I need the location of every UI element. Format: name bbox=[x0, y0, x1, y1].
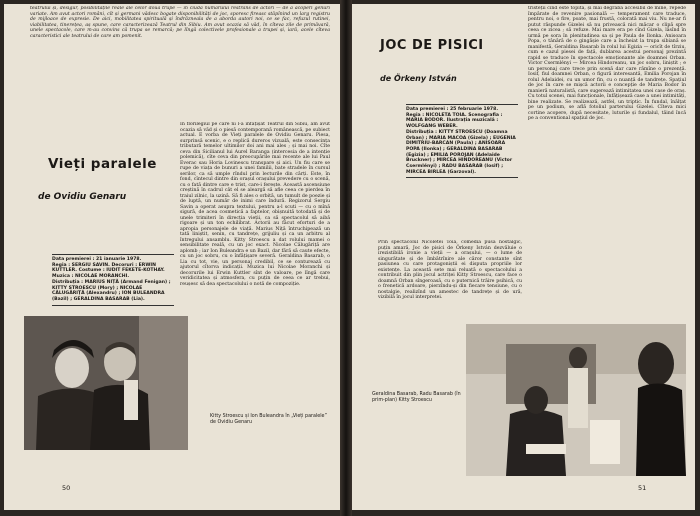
credits-line: Regia : NICOLETA TOIA. Scenografia : MARIA BODOR. Ilustrația muzicală : WOLFGANG WEBER. bbox=[406, 112, 503, 130]
article-text-left: În florilegiul pe care ni l-a înfățișat Teatrul din Sibiu, am avut ocazia să văd și o piesă contemporană românească, pe subiect actual. E vorba de Vieți paralele de Ovidiu Genaru. Piesa, surprinsă scenic, e o replică dureros vizuală, este consecința tributară temelor ultimilor doi ani mai ales ; și mai noi. Cîte ceva din Sicilianul lui Aurel Baranga (intercesia de a intenție polemică), cîte ceva din preocupările mai recente ale lui Paul Everac sau Horia Lovinescu transpare și aici. Un fiu care se rupe de viața de bunuri a unei familii, bate stradele în cursul serilor, ca să umple rîndul prin lecturile din cărți. Este, în fond, cîntecul dintre din orașul orașului prevedere cu o scenă, cu o fată dintre care e trist, care-i ferește. Această ascensiune creștină în cadrul cât el se aleargă să afle ceea ce pierdea în traiul zilnic, la uzină. Să fi ales o orbită, un tumult de poezie și de luptă, un număr de inimi care îndură. Regizorul Sergiu Savin a operat asupra textului, pentru a-l scuti — cu o mînă sigură, de acea cosmetică a faptelor, obișnuită totodată și de unele trimiteri în direcția vieții, ca să spectacolul să aibă rigoare și un ton echilibrat. Actorii au făcut eforturi de a apropia personajele de viață. Marius Niță întruchipează un tată liniștit, senin, cu tandrețe, grijuliu și ca un arbitru al întregului ansamblu. Kitty Stroescu a dat rolului mamei o sensibilitate reală, cu un joc exact. Nicolae Călugăriță are aplomb ; iar Ion Buleandra e un Bazil, dar fără să caute efecte, cu un joc sobru, cu o înfățișare severă. Geraldina Basarab, o Lia cu tot, vie, un personaj credibil, ce se conturează cu ajutorul cîtorva indicații. Muzica lui Nicolae Moranchi și decorurile lui Erwin Kuttler sînt de valoare, pe lîngă care veridicitatea și atmosfera, cu puțin de ceea ce ar trebui, reușesc să dea spectacolului o notă de compoziție. bbox=[180, 122, 330, 287]
credits-line: Data premierei : 21 ianuarie 1978. bbox=[52, 257, 142, 262]
credits-rule-top bbox=[406, 104, 518, 105]
photo-caption-right: Geraldina Basarab, Radu Basarab (în prim-plan) Kitty Stroescu bbox=[372, 392, 461, 403]
credits-line: Distribuția : MARIUS NIȚĂ (Armand Fenigan) ; KITTY STROESCU (Mory) ; NICOLAE CĂLUGĂRIȚĂ (Alexandru) ; ION BULEANDRA (Bazil) ; GERALDINA BASARAB (Lia). bbox=[52, 279, 171, 302]
credits-line: Regia : SERGIU SAVIN. Decoruri : ERWIN KUTTLER. Costume : IUDIT FEKETE-KOTHAY. Muzica : NICOLAE MORANCHI. bbox=[52, 262, 165, 280]
left-page bbox=[4, 4, 340, 510]
photo-scene-left bbox=[24, 316, 188, 450]
article-byline-right: de Örkeny István bbox=[380, 74, 457, 83]
production-photo-left bbox=[24, 316, 188, 450]
credits-line: Distribuția : KITTY STROESCU (Doamna Orban) ; MARIA MACOA (Gizela) ; EUGENIA DIMITRIU-BARCAN (Paula) ; ANISOARA POPA (Ilonka) ; GERALDINA BASARAB (Egizia) ; EMILIA POROJAN (Adelaide Bruckner) ; MIRCEA HINDOREANU (Victor Csermlényi) ; RADU BASARAB (Iosif) ; MIRCEA BIRLEA (Garzoval). bbox=[406, 129, 516, 175]
article-byline-left: de Ovidiu Genaru bbox=[38, 192, 127, 202]
credits-rule-bottom bbox=[52, 305, 174, 306]
article-text-right: tristeții cînd este topită, și mai degrabă accesibil de mine, repede împărate de revenire pasională — temperament care traduce, pentru noi, o fire, poate, mai frustă, colorată mai viu. Nu ne-ar fi putut răspunde Gizelei să nu privească nici măcar o clipă spre ceea ce zicea ; să refuze. Mai mare era pe cînd Gizela, lăsînd în urmă pe sora în plenitudinea sa și pe Paula de Ilonka. Anisoara Popa, o tânără de o gingășie care a încheiat la trupa sibiană se manifestă, Geraldina Basarab în rolul lui Egizia — oricît de tîrziu, cum e cazul piesei de față, dublarea acestui personaj prezintă rapid se traduce în spectacole emoționante ale doamnei Orban. Victor Csermlényi — Mircea Hindoreanu, un joc sobru, liniștit ; e un personaj care trece prin scenă dar care rămîne o prezență. Iosif, fiul doamnei Orban, o figură interesantă, Emilia Porojan în rolul Adelaidei, cu un umor fin, cu o nuanță de tandrețe. Spațiul de joc în care se mișcă actorii e concepție de Maria Bodor în manieră naturalistă, care sugerează intimitatea unei case de oraș. Cu totul scenei, mai funcționale, înfățișează case a unei intimități, bine realizate. Se realizează, astfel, un triptic. În fundal, înălțat pe un podium, se află fotoliul parterului Gizelei. Cîteva mici cortine acopere, după necesitate, luturile și fundalul, tăind încă pe a conventional spațiul de joc. bbox=[528, 6, 686, 121]
right-page bbox=[352, 4, 695, 510]
photo-scene-right bbox=[466, 324, 686, 476]
credits-box-left bbox=[52, 252, 174, 322]
credits-rule-top bbox=[52, 254, 174, 255]
page-number-left: 50 bbox=[62, 484, 71, 492]
production-photo-right bbox=[466, 324, 686, 476]
credits-rule-bottom bbox=[406, 177, 518, 178]
page-number-right: 51 bbox=[638, 484, 647, 492]
intro-text: teatrului și, desigur, posibilitățile reale ale celor două trupe — în ciuda numărului restrâns de actori — de a acoperi genuri variate. Am avut actori români, cît și germani vădesc bogate disponibilități de joc, sporesc fireasc stăpînind un larg registru de mijloace de expresie. De aici, mobilitatea spirituală și îndrăzneala de a aborda autori noi, ce se fac, refuzul rutinei, viabilitatea, tinerețea, aș spune, care caracterizează Teatrul din Sibiu. Am avut ocazia să văd, în cîteva zile de primăvară, unele spectacole, care m-au convins că trupa se remarcă; pe lîngă colectivele profesionale a trupei și, iară, acele cîteva caracteristici ale teatrului de care am pomenit. bbox=[30, 6, 330, 39]
photo-caption-left: Kitty Stroescu și Ion Buleandra în „Vieți paralele” de Ovidiu Genaru bbox=[210, 414, 327, 425]
article-title-left: Vieți paralele bbox=[48, 156, 157, 172]
credits-line: Data premierei : 25 februarie 1978. bbox=[406, 107, 499, 112]
article-text-middle: Prin spectacolul Nicoletei Toia, comedia pusă nostalgic, puțin amară, Joc de pisici de Örkeny István dezvăluie o irezistibilă ironie a vieții — a orașului, — o lume de singurătate și de îmbătrînire ale căror constante sînt pasiunea cu care protagoniștii ei disputa propriile lor existențe. La această sete mai reluată o spectacolului a contribuit din plin jocul actriței Kitty Stroescu, care face o doamnă Orban sîngeroasă, cu o puternică trăire psihică, cu o frenetică ardoare, pierzîndu-și din fiecare tensiune, cu o nostalgie, realizînd un amestec de tandrețe și de ură, vizibilă în jocul interpretei. bbox=[378, 240, 522, 300]
article-title-right: JOC DE PISICI bbox=[380, 38, 484, 53]
spine-gutter bbox=[340, 0, 352, 516]
credits-box-right bbox=[406, 102, 518, 230]
